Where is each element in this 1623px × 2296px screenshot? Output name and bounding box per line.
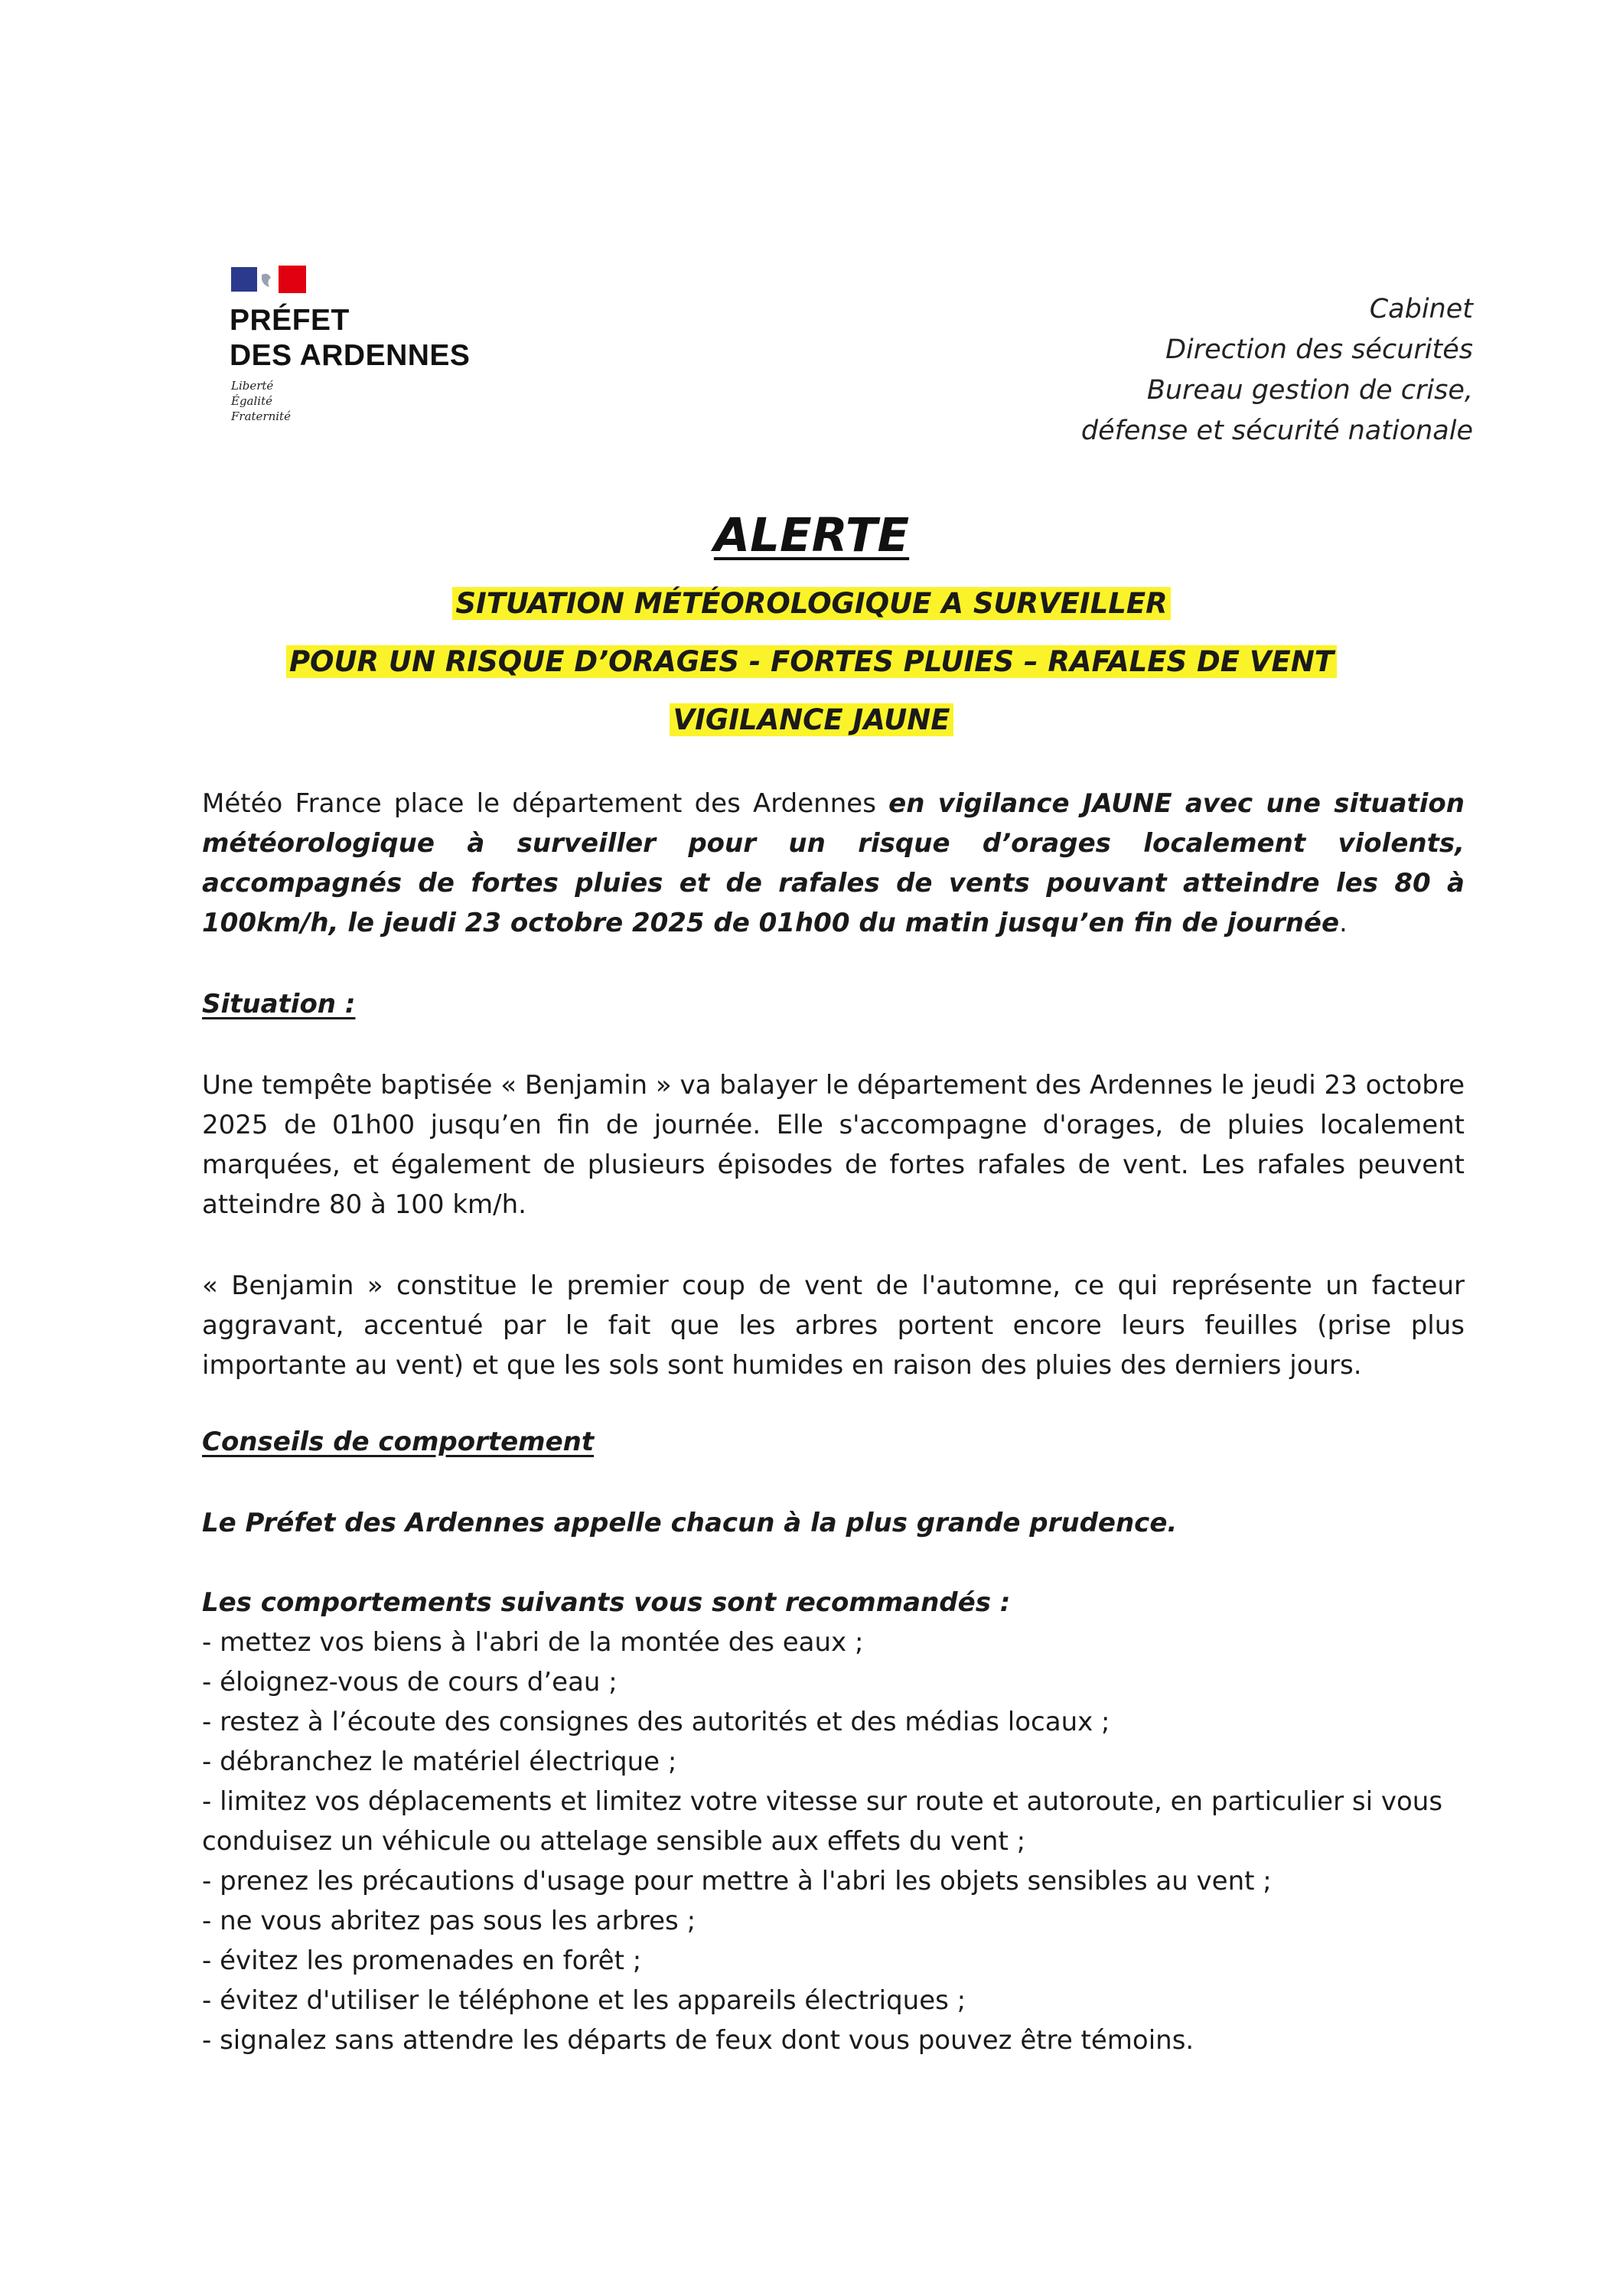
list-item: - prenez les précautions d'usage pour mettre à l'abri les objets sensibles au vent ; xyxy=(202,1866,1272,1896)
subtitle-risk xyxy=(0,643,1623,681)
recommendations-heading: Les comportements suivants vous sont recommandés : xyxy=(202,1587,1011,1618)
issuing-service xyxy=(1081,289,1473,452)
list-item: - évitez d'utiliser le téléphone et les appareils électriques ; xyxy=(202,1985,966,2016)
service-line-bureau: Bureau gestion de crise, xyxy=(1146,375,1473,406)
alert-title: ALERTE xyxy=(713,508,910,563)
situation-paragraph-2: « Benjamin » constitue le premier coup de vent de l'automne, ce qui représente un facteur aggravant, accentué par le fait que les arbres portent encore leurs feuilles (prise plus importante au vent) et que les sols sont humides en raison des pluies des derniers jours. xyxy=(202,1270,1465,1381)
list-item: - mettez vos biens à l'abri de la montée des eaux ; xyxy=(202,1627,864,1658)
prefecture-line-2: DES ARDENNES xyxy=(230,339,471,372)
intro-paragraph xyxy=(202,784,1465,943)
intro-end: . xyxy=(1339,908,1348,938)
recommendations-list xyxy=(202,1623,1465,2060)
situation-paragraph-1: Une tempête baptisée « Benjamin » va balayer le département des Ardennes le jeudi 23 octobre 2025 de 01h00 jusqu’en fin de journée. Elle s'accompagne d'orages, de pluies localement marquées, et également de plusieurs épisodes de fortes rafales de vent. Les rafales peuvent atteindre 80 à 100 km/h. xyxy=(202,1070,1465,1220)
list-item: - signalez sans attendre les départs de feux dont vous pouvez être témoins. xyxy=(202,2025,1194,2056)
service-line-direction: Direction des sécurités xyxy=(1165,334,1473,365)
motto-egalite: Égalité xyxy=(231,394,272,408)
list-item: - restez à l’écoute des consignes des autorités et des médias locaux ; xyxy=(202,1707,1110,1737)
marianne-logo-icon xyxy=(231,264,308,295)
subtitle-situation-text: SITUATION MÉTÉOROLOGIQUE A SURVEILLER xyxy=(452,587,1170,620)
prefecture-name xyxy=(230,303,470,373)
service-line-cabinet: Cabinet xyxy=(1369,294,1473,325)
subtitle-vigilance xyxy=(0,701,1623,739)
service-line-defense: défense et sécurité nationale xyxy=(1080,416,1473,446)
subtitle-vigilance-text: VIGILANCE JAUNE xyxy=(670,703,953,736)
intro-plain: Météo France place le département des Ardennes xyxy=(202,788,889,819)
prefect-call: Le Préfet des Ardennes appelle chacun à la plus grande prudence. xyxy=(202,1508,1178,1538)
list-item: - évitez les promenades en forêt ; xyxy=(202,1945,642,1976)
motto-liberte: Liberté xyxy=(231,379,274,393)
republic-motto xyxy=(231,378,291,424)
motto-fraternite: Fraternité xyxy=(231,409,291,423)
subtitle-risk-text: POUR UN RISQUE D’ORAGES - FORTES PLUIES – RAFALES DE VENT xyxy=(286,645,1337,678)
list-item: - limitez vos déplacements et limitez votre vitesse sur route et autoroute, en particulier si vous conduisez un véhicule ou attelage sensible aux effets du vent ; xyxy=(202,1786,1443,1857)
list-item: - ne vous abritez pas sous les arbres ; xyxy=(202,1906,696,1936)
intro-bold: en vigilance JAUNE avec une situation météorologique à surveiller pour un risque d’orages localement violents, accompagnés de fortes pluies et de rafales de vents pouvant atteindre les 80 à 100km/h, le jeudi 23 octobre 2025 de 01h00 du matin jusqu’en fin de journée xyxy=(202,788,1465,938)
prefecture-line-1: PRÉFET xyxy=(230,304,350,337)
situation-heading: Situation : xyxy=(202,989,356,1019)
subtitle-situation xyxy=(0,585,1623,623)
list-item: - débranchez le matériel électrique ; xyxy=(202,1746,677,1777)
list-item: - éloignez-vous de cours d’eau ; xyxy=(202,1667,618,1698)
advice-heading: Conseils de comportement xyxy=(202,1427,595,1457)
